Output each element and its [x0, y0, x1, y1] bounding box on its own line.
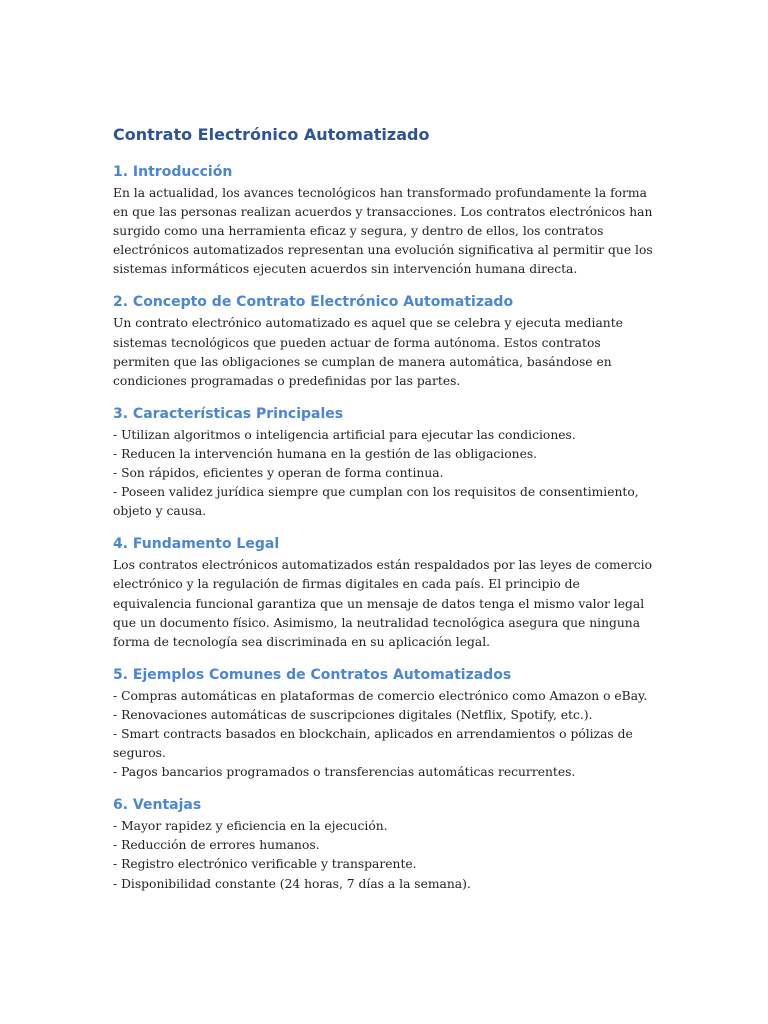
section-heading: 6. Ventajas: [113, 797, 202, 814]
spacer: [113, 391, 661, 402]
bullet-list: [113, 687, 661, 782]
section-heading: 2. Concepto de Contrato Electrónico Automatizado: [113, 294, 514, 311]
section-paragraph: En la actualidad, los avances tecnológicos han transformado profundamente la forma en que las personas realizan acuerdos y transacciones. Los contratos electrónicos han surgido como una herramienta eficaz y segura, y dentro de ellos, los contratos electrónicos automatizados representan una evolución significativa al permitir que los sistemas informáticos ejecuten acuerdos sin intervención humana directa.: [113, 186, 653, 277]
list-item: - Disponibilidad constante (24 horas, 7 días a la semana).: [113, 876, 471, 891]
section-heading: 5. Ejemplos Comunes de Contratos Automatizados: [113, 666, 512, 683]
section-heading: 4. Fundamento Legal: [113, 536, 280, 553]
section-introduccion: [113, 160, 661, 279]
section-fundamento-legal: [113, 532, 661, 651]
section-paragraph: Un contrato electrónico automatizado es aquel que se celebra y ejecuta mediante sistemas tecnológicos que pueden actuar de forma autónoma. Estos contratos permiten que las obligaciones se cumplan de manera automática, basándose en condiciones programadas o predefinidas por las partes.: [113, 316, 623, 388]
list-item: - Pagos bancarios programados o transferencias automáticas recurrentes.: [113, 765, 576, 780]
spacer: [113, 148, 661, 160]
bullet-list: [113, 426, 661, 521]
section-ventajas: [113, 793, 661, 893]
list-item: - Compras automáticas en plataformas de comercio electrónico como Amazon o eBay.: [113, 688, 648, 703]
spacer: [113, 521, 661, 532]
document-page: [113, 122, 661, 894]
list-item: - Utilizan algoritmos o inteligencia artificial para ejecutar las condiciones.: [113, 427, 576, 442]
spacer: [113, 652, 661, 663]
section-heading: 3. Características Principales: [113, 405, 344, 422]
list-item: - Poseen validez jurídica siempre que cumplan con los requisitos de consentimiento, objeto y causa.: [113, 485, 639, 519]
section-concepto: [113, 290, 661, 390]
bullet-list: [113, 817, 661, 893]
list-item: - Reducción de errores humanos.: [113, 838, 320, 853]
list-item: - Son rápidos, eficientes y operan de forma continua.: [113, 466, 444, 481]
document-title: Contrato Electrónico Automatizado: [113, 125, 430, 144]
list-item: - Reducen la intervención humana en la gestión de las obligaciones.: [113, 446, 538, 461]
list-item: - Mayor rapidez y eficiencia en la ejecución.: [113, 819, 388, 834]
section-ejemplos: [113, 663, 661, 782]
list-item: - Registro electrónico verificable y transparente.: [113, 857, 417, 872]
list-item: - Renovaciones automáticas de suscripciones digitales (Netflix, Spotify, etc.).: [113, 707, 593, 722]
list-item: - Smart contracts basados en blockchain, aplicados en arrendamientos o pólizas de seguros.: [113, 726, 633, 761]
section-heading: 1. Introducción: [113, 164, 233, 180]
section-caracteristicas: [113, 402, 661, 521]
spacer: [113, 782, 661, 793]
section-paragraph: Los contratos electrónicos automatizados están respaldados por las leyes de comercio electrónico y la regulación de firmas digitales en cada país. El principio de equivalencia funcional garantiza que un mensaje de datos tenga el mismo valor legal que un documento físico. Asimismo, la neutralidad tecnológica asegura que ninguna forma de tecnología sea discriminada en su aplicación legal.: [113, 558, 653, 649]
spacer: [113, 279, 661, 290]
